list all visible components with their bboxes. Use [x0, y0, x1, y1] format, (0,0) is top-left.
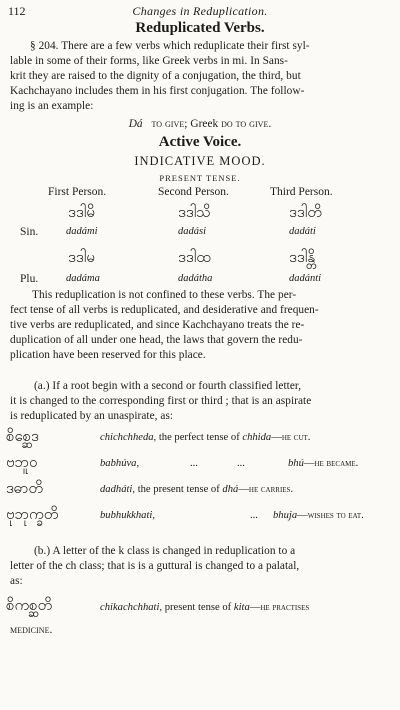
example-gloss: —wishes to eat.	[297, 510, 364, 521]
example-text	[100, 484, 293, 495]
example-line	[0, 118, 400, 130]
table-cell-burmese: ဒဒါမ	[68, 248, 95, 266]
rule-line: it is changed to the corresponding first or third ; that is an aspirate	[10, 395, 312, 407]
example-gloss-text	[273, 510, 364, 521]
intro-line: krit they are raised to the dignity of a conjugation, the third, but	[10, 70, 301, 82]
example-gloss: —he carries.	[238, 484, 294, 495]
table-header: Third Person.	[270, 186, 333, 198]
paragraph-line: fect tense of all verbs is reduplicated, and desiderative and frequen-	[10, 304, 319, 316]
rule-line: (b.) A letter of the k class is changed in reduplication to a	[34, 545, 296, 557]
rule-line: is reduplicated by an unaspirate, as:	[10, 410, 174, 422]
example-translit: babhúva,	[100, 458, 140, 469]
example-gloss: —he practises	[249, 602, 310, 613]
example-burmese: စိကစ္ဆတိ	[6, 596, 53, 614]
running-title: Changes in Reduplication.	[132, 4, 268, 18]
ellipsis: ...	[190, 458, 198, 469]
intro-line: lable in some of their forms, like Greek verbs in mi. In Sans-	[10, 55, 288, 67]
example-burmese: ဒဓာတိ	[6, 479, 44, 497]
table-cell-burmese: ဒဒါတိ	[289, 203, 322, 221]
paragraph-line: duplication of all under one head, the laws that govern the redu-	[10, 334, 303, 346]
example-greek: do	[221, 118, 233, 130]
example-desc: present tense of	[164, 602, 232, 613]
table-cell-burmese: ဒဒါမိ	[68, 203, 95, 221]
row-label: Plu.	[20, 273, 39, 285]
section-title: Reduplicated Verbs.	[135, 20, 265, 36]
example-gloss-text	[288, 458, 358, 469]
example-row	[0, 453, 400, 477]
example-root: chhida	[242, 432, 272, 443]
example-text	[100, 510, 155, 521]
example-translit: chikachchhati,	[100, 602, 163, 613]
example-row	[0, 596, 400, 620]
example-text	[100, 458, 139, 469]
table-cell-translit: dadátha	[178, 273, 213, 284]
paragraph-line: This reduplication is not confined to these verbs. The per-	[32, 289, 297, 301]
paragraph-line: plication have been reserved for this place.	[10, 349, 206, 361]
page-number: 112	[8, 4, 26, 18]
example-root: kita	[233, 602, 250, 613]
table-cell-translit: dadáma	[66, 273, 100, 284]
example-row	[0, 479, 400, 503]
row-label: Sin.	[20, 226, 39, 238]
example-gloss: to give	[151, 118, 185, 130]
example-continuation: medicine.	[10, 624, 53, 636]
ellipsis: ...	[250, 510, 258, 521]
example-text	[100, 432, 310, 443]
example-gloss: to give.	[235, 118, 272, 130]
example-burmese: စိစ္ဆေဒ	[6, 427, 39, 445]
intro-line: ing is an example:	[10, 100, 94, 112]
table-cell-translit: dadási	[178, 226, 207, 237]
example-desc: the present tense of	[137, 484, 220, 495]
table-cell-burmese: ဒဒါသိ	[178, 203, 211, 221]
tense-heading: PRESENT TENSE.	[159, 173, 241, 183]
example-text	[100, 602, 309, 613]
intro-line: Kachchayano includes them in his first conjugation. The follow-	[10, 85, 305, 97]
example-row	[0, 427, 400, 451]
paragraph-line: tive verbs are reduplicated, and since Kachchayano treats the re-	[10, 319, 305, 331]
example-burmese: ဗဘူဝ	[6, 453, 38, 471]
table-header: Second Person.	[158, 186, 229, 198]
table-cell-translit: dadáti	[289, 226, 316, 237]
example-gloss: —he became.	[303, 458, 359, 469]
table-cell-translit: dadánti	[289, 273, 322, 284]
table-cell-translit: dadámi	[66, 226, 98, 237]
table-cell-burmese: ဒဒါထ	[178, 248, 211, 266]
ellipsis: ...	[237, 458, 245, 469]
example-translit: chichchheda,	[100, 432, 157, 443]
example-row	[0, 505, 400, 529]
example-root: bhuja	[273, 510, 298, 521]
table-header: First Person.	[48, 186, 107, 198]
example-burmese: ဗုဘုက္ခတိ	[6, 505, 59, 523]
mood-heading: INDICATIVE MOOD.	[134, 154, 266, 168]
intro-line: § 204. There are a few verbs which reduplicate their first syl-	[30, 40, 310, 52]
example-sep: ; Greek	[184, 118, 219, 130]
example-gloss: —he cut.	[271, 432, 311, 443]
example-translit: bubhukkhati,	[100, 510, 156, 521]
rule-line: letter of the ch class; that is is a guttural is changed to a palatal,	[10, 560, 300, 572]
rule-line: as:	[10, 575, 23, 587]
example-root: Dá	[128, 118, 143, 130]
example-root: bhú	[288, 458, 304, 469]
example-root: dhá	[222, 484, 239, 495]
active-voice-heading: Active Voice.	[158, 134, 242, 150]
example-translit: dadháti,	[100, 484, 136, 495]
table-cell-burmese: ဒဒါန္တိ	[289, 248, 315, 266]
example-desc: the perfect tense of	[158, 432, 240, 443]
rule-line: (a.) If a root begin with a second or fourth classified letter,	[34, 380, 302, 392]
